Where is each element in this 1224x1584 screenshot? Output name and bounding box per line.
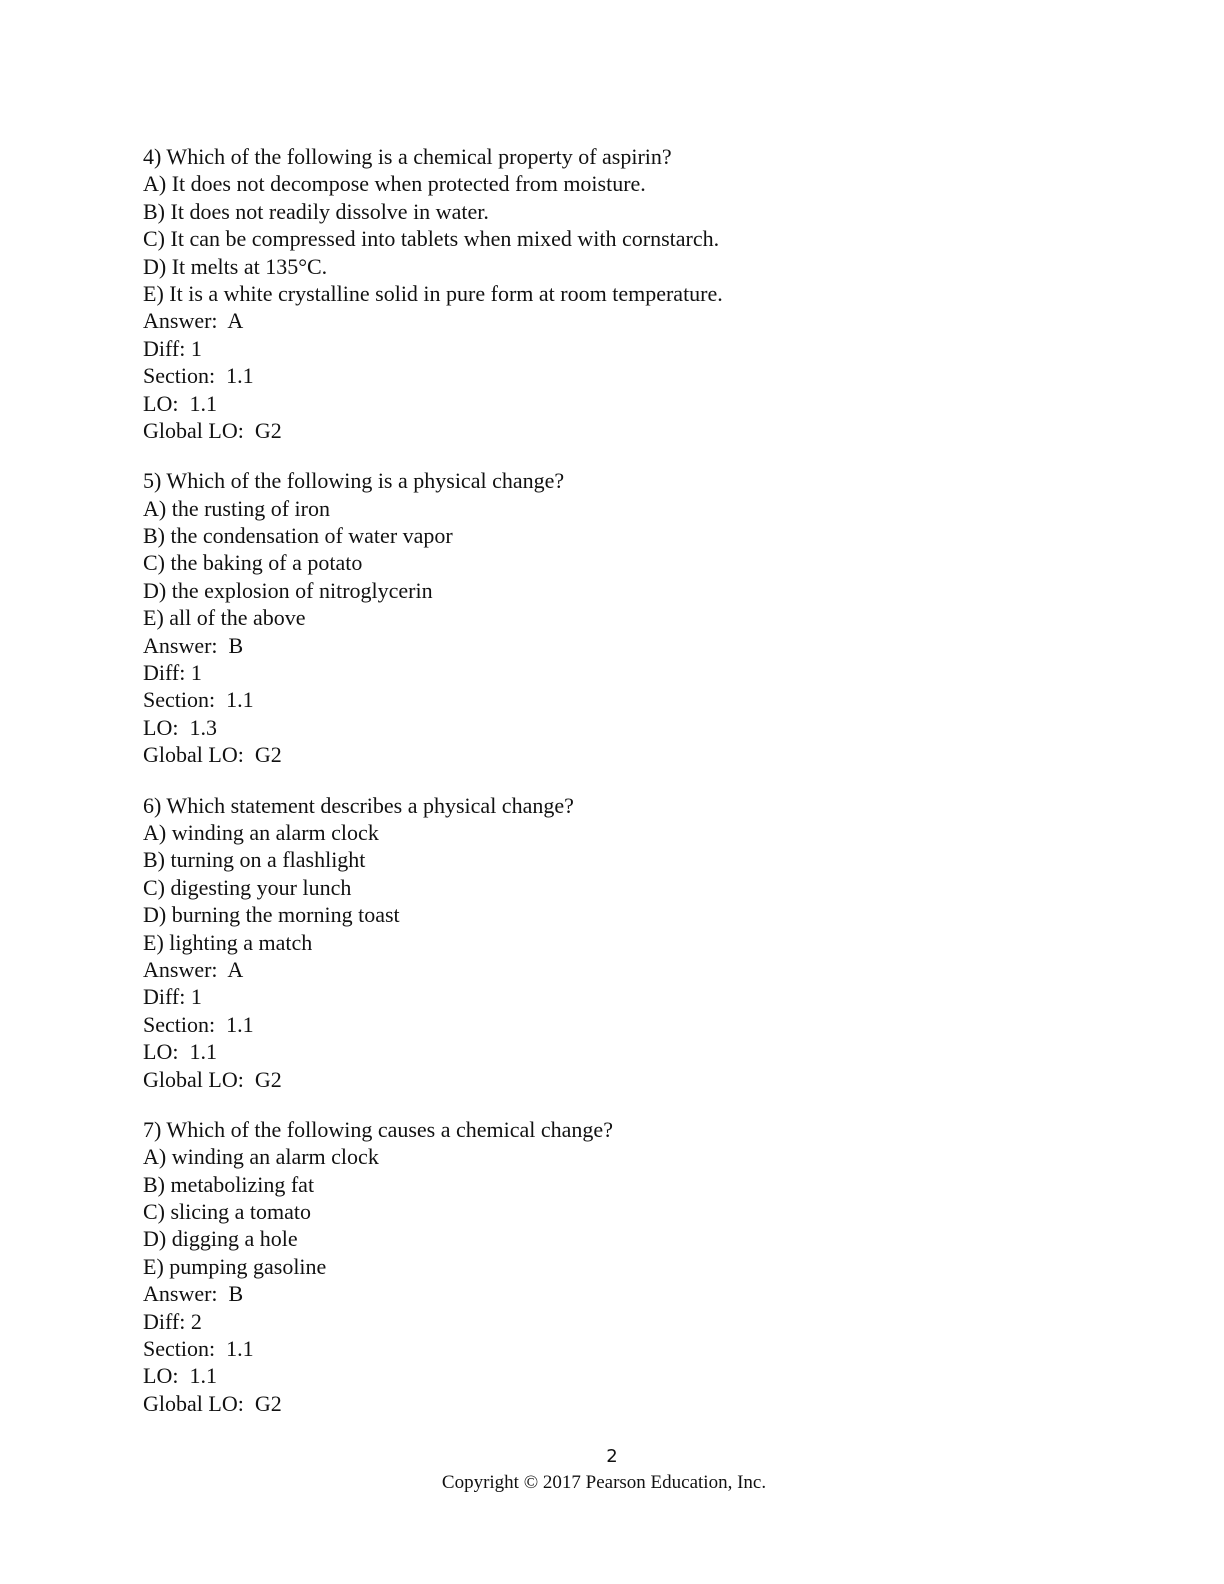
option-d: D) It melts at 135°C. bbox=[143, 253, 328, 279]
option-e: E) pumping gasoline bbox=[143, 1253, 327, 1279]
answer-line: Answer: B bbox=[143, 632, 244, 658]
option-e: E) lighting a match bbox=[143, 929, 313, 955]
option-c: C) digesting your lunch bbox=[143, 874, 352, 900]
option-b: B) metabolizing fat bbox=[143, 1171, 315, 1197]
global-lo-line: Global LO: G2 bbox=[143, 417, 282, 443]
lo-line: LO: 1.3 bbox=[143, 714, 217, 740]
section-line: Section: 1.1 bbox=[143, 1011, 254, 1037]
question-4 bbox=[143, 143, 1103, 444]
section-line: Section: 1.1 bbox=[143, 1336, 254, 1362]
option-b: B) turning on a flashlight bbox=[143, 847, 366, 873]
option-a: A) the rusting of iron bbox=[143, 495, 330, 521]
option-b: B) the condensation of water vapor bbox=[143, 523, 453, 549]
difficulty-line: Diff: 1 bbox=[143, 984, 202, 1010]
lo-line: LO: 1.1 bbox=[143, 1039, 217, 1065]
question-stem: 7) Which of the following causes a chemical change? bbox=[143, 1116, 613, 1142]
question-stem: 4) Which of the following is a chemical property of aspirin? bbox=[143, 144, 672, 169]
option-a: A) winding an alarm clock bbox=[143, 1144, 379, 1170]
copyright-notice: Copyright © 2017 Pearson Education, Inc. bbox=[441, 1472, 767, 1493]
lo-line: LO: 1.1 bbox=[143, 390, 217, 416]
difficulty-line: Diff: 1 bbox=[143, 660, 202, 686]
section-line: Section: 1.1 bbox=[143, 363, 254, 389]
option-d: D) digging a hole bbox=[143, 1226, 298, 1252]
section-line: Section: 1.1 bbox=[143, 687, 254, 713]
difficulty-line: Diff: 1 bbox=[143, 335, 202, 361]
option-c: C) slicing a tomato bbox=[143, 1199, 312, 1225]
option-a: A) winding an alarm clock bbox=[143, 819, 379, 845]
answer-line: Answer: A bbox=[143, 956, 244, 982]
option-e: E) It is a white crystalline solid in pure form at room temperature. bbox=[143, 280, 723, 306]
question-stem: 6) Which statement describes a physical change? bbox=[143, 792, 574, 818]
global-lo-line: Global LO: G2 bbox=[143, 742, 282, 768]
option-c: C) the baking of a potato bbox=[143, 550, 363, 576]
difficulty-line: Diff: 2 bbox=[143, 1308, 202, 1334]
option-a: A) It does not decompose when protected from moisture. bbox=[143, 171, 646, 197]
answer-line: Answer: B bbox=[143, 1281, 244, 1307]
question-6 bbox=[143, 792, 1103, 1093]
global-lo-line: Global LO: G2 bbox=[143, 1066, 282, 1092]
answer-line: Answer: A bbox=[143, 308, 244, 334]
option-d: D) the explosion of nitroglycerin bbox=[143, 577, 433, 603]
option-b: B) It does not readily dissolve in water. bbox=[143, 198, 489, 224]
question-stem: 5) Which of the following is a physical change? bbox=[143, 468, 565, 494]
option-d: D) burning the morning toast bbox=[143, 902, 400, 928]
lo-line: LO: 1.1 bbox=[143, 1363, 217, 1389]
question-7 bbox=[143, 1116, 1103, 1417]
question-5 bbox=[143, 467, 1103, 768]
option-c: C) It can be compressed into tablets when mixed with cornstarch. bbox=[143, 226, 720, 252]
question-list bbox=[143, 143, 1103, 1440]
option-e: E) all of the above bbox=[143, 605, 306, 631]
page-number: 2 bbox=[606, 1446, 618, 1467]
global-lo-line: Global LO: G2 bbox=[143, 1390, 282, 1416]
